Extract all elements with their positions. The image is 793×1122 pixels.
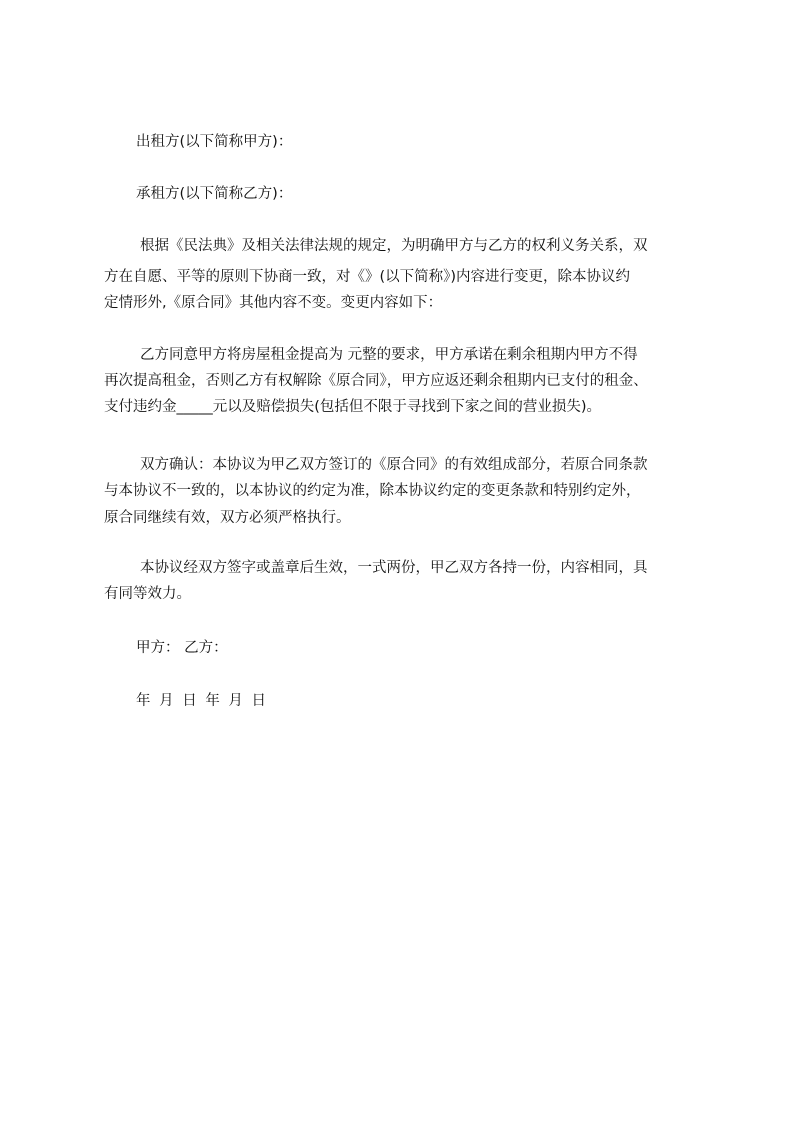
date-line: 年 月 日 年 月 日 — [136, 693, 267, 709]
para1-line1: 根据《民法典》及相关法律法规的规定，为明确甲方与乙方的权利义务关系，双 — [140, 238, 648, 254]
para4-line1: 本协议经双方签字或盖章后生效，一式两份，甲乙双方各持一份，内容相同，具 — [140, 560, 648, 576]
para2-line2: 再次提高租金，否则乙方有权解除《原合同》，甲方应返还剩余租期内已支付的租金、 — [104, 373, 648, 389]
signature-line: 甲方： 乙方： — [136, 640, 228, 656]
para2-line3: 支付违约金_____元以及赔偿损失(包括但不限于寻找到下家之间的营业损失)。 — [104, 399, 602, 415]
para3-line2: 与本协议不一致的，以本协议的约定为准，除本协议约定的变更条款和特别约定外， — [104, 483, 641, 499]
lessor-label: 出租方(以下简称甲方)： — [136, 134, 293, 150]
para3-line3: 原合同继续有效，双方必须严格执行。 — [104, 510, 351, 526]
lessee-label: 承租方(以下简称乙方)： — [136, 186, 293, 202]
para2-line1: 乙方同意甲方将房屋租金提高为 元整的要求，甲方承诺在剩余租期内甲方不得 — [140, 347, 638, 363]
para3-line1: 双方确认：本协议为甲乙双方签订的《原合同》的有效组成部分，若原合同条款 — [140, 457, 648, 473]
para4-line2: 有同等效力。 — [104, 586, 191, 602]
para1-line2: 方在自愿、平等的原则下协商一致，对《》(以下简称》)内容进行变更，除本协议约 — [104, 269, 631, 285]
para1-line3: 定情形外,《原合同》其他内容不变。变更内容如下： — [104, 295, 443, 311]
